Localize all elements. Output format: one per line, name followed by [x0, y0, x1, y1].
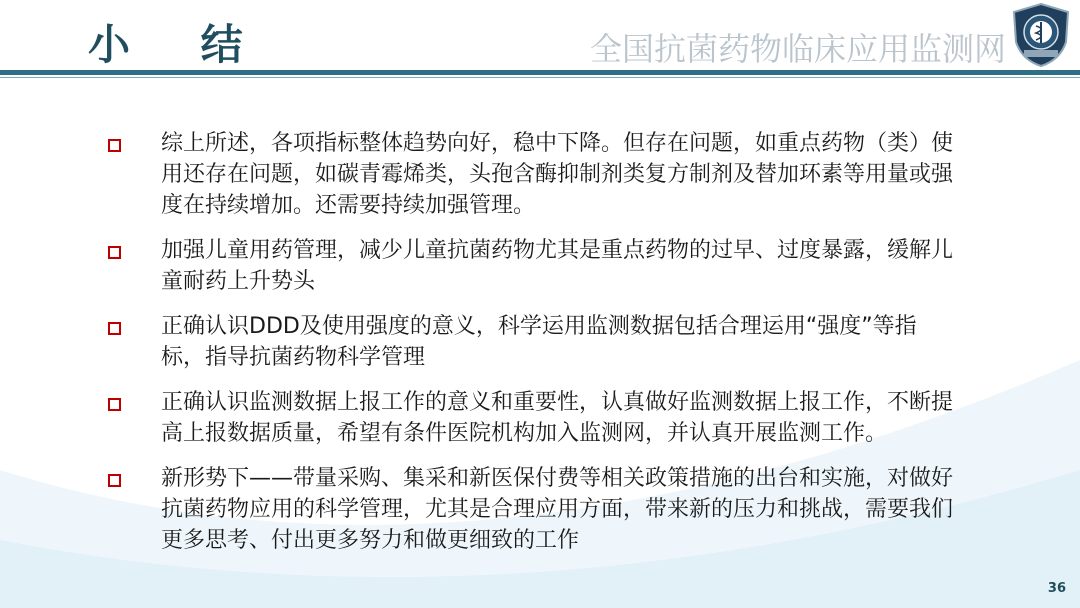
bullet-item — [108, 128, 958, 221]
slide-title: 小 结 — [88, 20, 271, 69]
organization-name: 全国抗菌药物临床应用监测网 — [589, 30, 1006, 68]
bullet-item — [108, 387, 958, 449]
summary-bullet-list — [108, 128, 958, 570]
bullet-text: 新形势下——带量采购、集采和新医保付费等相关政策措施的出台和实施，对做好抗菌药物应用的科学管理，尤其是合理应用方面，带来新的压力和挑战，需要我们更多思考、付出更多努力和做更细致的工作 — [161, 466, 954, 553]
header-divider-thin — [0, 77, 1080, 78]
bullet-item — [108, 463, 958, 556]
bullet-text: 加强儿童用药管理，减少儿童抗菌药物尤其是重点药物的过早、过度暴露，缓解儿童耐药上升势头 — [161, 238, 954, 294]
hollow-square-icon — [108, 474, 121, 487]
bullet-text: 正确认识DDD及使用强度的意义，科学运用监测数据包括合理运用“强度”等指标，指导抗菌药物科学管理 — [161, 314, 917, 370]
page-number: 36 — [1047, 581, 1066, 596]
bullet-text: 综上所述，各项指标整体趋势向好，稳中下降。但存在问题，如重点药物（类）使用还存在问题，如碳青霉烯类，头孢含酶抑制剂类复方制剂及替加环素等用量或强度在持续增加。还需要持续加强管理。 — [161, 131, 954, 218]
hollow-square-icon — [108, 246, 121, 259]
header-divider — [0, 70, 1080, 75]
bullet-item — [108, 311, 958, 373]
hollow-square-icon — [108, 139, 121, 152]
hollow-square-icon — [108, 398, 121, 411]
hollow-square-icon — [108, 322, 121, 335]
bullet-item — [108, 235, 958, 297]
shield-emblem-icon — [1010, 2, 1072, 68]
bullet-text: 正确认识监测数据上报工作的意义和重要性，认真做好监测数据上报工作，不断提高上报数据质量，希望有条件医院机构加入监测网，并认真开展监测工作。 — [161, 390, 954, 446]
